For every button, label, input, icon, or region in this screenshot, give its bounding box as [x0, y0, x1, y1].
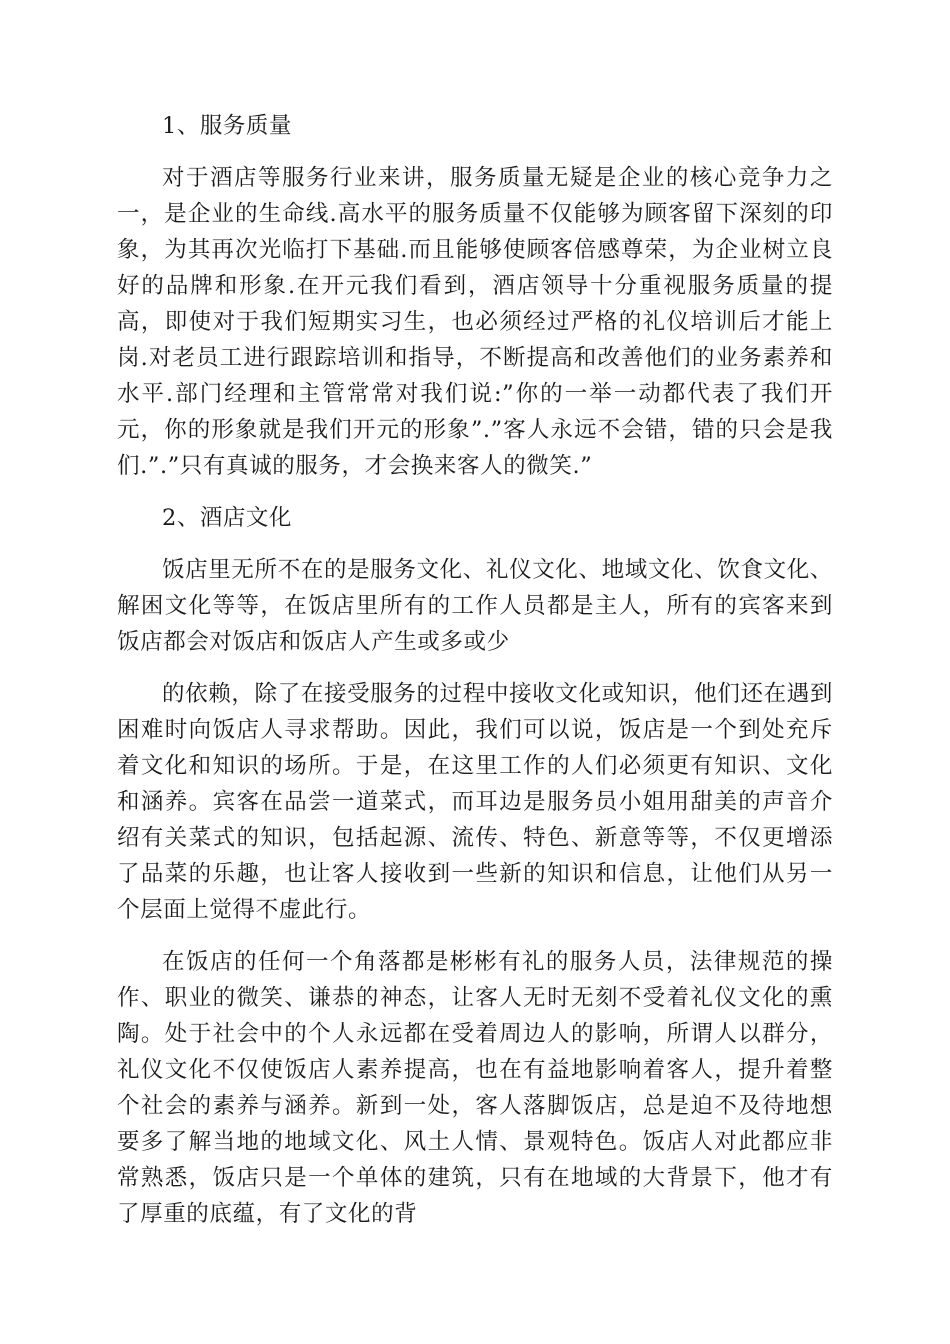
section-heading-hotel-culture: 2、酒店文化: [162, 505, 292, 531]
paragraph-hotel-culture-3: 在饭店的任何一个角落都是彬彬有礼的服务人员，法律规范的操作、职业的微笑、谦恭的神态，让客人无时无刻不受着礼仪文化的熏陶。处于社会中的个人永远都在受着周边人的影响，所谓人以群分，礼仪文化不仅使饭店人素养提高，也在有益地影响着客人，提升着整个社会的素养与涵养。新到一处，客人落脚饭店，总是迫不及待地想要多了解当地的地域文化、风土人情、景观特色。饭店人对此都应非常熟悉，饭店只是一个单体的建筑，只有在地域的大背景下，他才有了厚重的底蕴，有了文化的背: [117, 949, 833, 1227]
document-page: [117, 108, 833, 1232]
paragraph-hotel-culture-2: 的依赖，除了在接受服务的过程中接收文化或知识，他们还在遇到困难时向饭店人寻求帮助。因此，我们可以说，饭店是一个到处充斥着文化和知识的场所。于是，在这里工作的人们必须更有知识、文化和涵养。宾客在品尝一道菜式，而耳边是服务员小姐用甜美的声音介绍有关菜式的知识，包括起源、流传、特色、新意等等，不仅更增添了品菜的乐趣，也让客人接收到一些新的知识和信息，让他们从另一个层面上觉得不虚此行。: [117, 681, 833, 923]
paragraph-hotel-culture-1: 饭店里无所不在的是服务文化、礼仪文化、地域文化、饮食文化、解困文化等等，在饭店里所有的工作人员都是主人，所有的宾客来到饭店都会对饭店和饭店人产生或多或少: [117, 557, 833, 655]
paragraph-service-quality: 对于酒店等服务行业来讲，服务质量无疑是企业的核心竞争力之一，是企业的生命线.高水平的服务质量不仅能够为顾客留下深刻的印象，为其再次光临打下基础.而且能够使顾客倍感尊荣，为企业树立良好的品牌和形象.在开元我们看到，酒店领导十分重视服务质量的提高，即使对于我们短期实习生，也必须经过严格的礼仪培训后才能上岗.对老员工进行跟踪培训和指导，不断提高和改善他们的业务素养和水平.部门经理和主管常常对我们说:”你的一举一动都代表了我们开元，你的形象就是我们开元的形象”.”客人永远不会错，错的只会是我们.”.”只有真诚的服务，才会换来客人的微笑.”: [117, 165, 833, 479]
section-heading-service-quality: 1、服务质量: [162, 113, 292, 139]
